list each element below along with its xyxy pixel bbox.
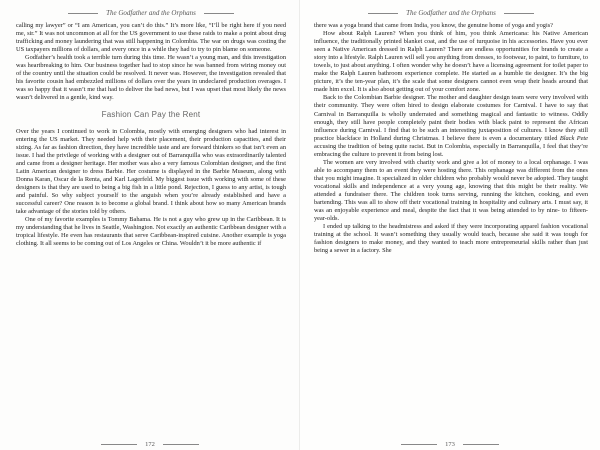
folio-rule-left: [101, 444, 137, 445]
header-rule-right: [204, 13, 234, 14]
page-number: 173: [445, 441, 455, 448]
folio-rule-right: [163, 444, 199, 445]
header-rule-left: [368, 13, 398, 14]
running-head-title: The Godfather and the Orphans: [106, 9, 196, 17]
running-head-left: [16, 8, 286, 18]
folio-rule-left: [401, 444, 437, 445]
paragraph: One of my favorite examples is Tommy Bahama. He is not a guy who grew up in the Caribbean. It is my understanding that he lives in Seattle, Washington. Not exactly an authentic Caribbean designer with a tropical lifestyle. He even has restaurants that serve Caribbean-inspired cuisine. Another example is yoga clothing. It all seems to be coming out of Los Angeles or China. Wouldn’t it be more authentic if: [16, 216, 286, 248]
paragraph: Back to the Colombian Barbie designer. The mother and daughter design team were very involved with their community. They were often hired to design elaborate costumes for Carnival. I have to say that Carnival in Barranquilla is wholly underrated and something magical and fantastic to witness. Oddly enough, they still have people completely paint their bodies with black paint to represent the African influence during Carnival. I find that to be such an interesting juxtaposition of cultures. I know they still practice blackface in Holland during Christmas. I believe there is even a documentary titled Black Pete accusing the tradition of being quite racist. But in Colombia, especially in Barranquilla, I feel that they’re embracing the culture to prevent it from being lost.: [314, 94, 588, 158]
running-head-right: [314, 8, 588, 18]
running-head-title: The Godfather and the Orphans: [406, 9, 496, 17]
header-rule-right: [504, 13, 534, 14]
page-number-left: [0, 441, 300, 448]
section-heading: Fashion Can Pay the Rent: [101, 110, 201, 120]
right-page: [300, 0, 600, 450]
documentary-title: Black Pete: [559, 134, 588, 142]
header-rule-left: [68, 13, 98, 14]
paragraph: How about Ralph Lauren? When you think of him, you think Americana: his Native American influence, the traditionally printed blanket coat, and the use of turquoise in his accessories. Have you ever seen a Native American dressed in Ralph Lauren? There are endless opportunities for brands to create a story into a lifestyle. Ralph Lauren will sell you anything from dresses, to footwear, to paint, to furniture, to towels, to just about anything. I often wonder why he doesn’t have a licensing agreement for toilet paper to make the Ralph Lauren bathroom experience complete. He started as a humble tie designer. It’s the big picture, it’s the ten-year plan, it’s the scale that some designers cannot even wrap their heads around that made him excel. It is also about getting out of your comfort zone.: [314, 30, 588, 94]
paragraph: I ended up talking to the headmistress and asked if they were incorporating apparel fashion vocational training at the school. It wasn’t something they usually would teach, because she said it was tough for fashion designers to make money, and they wanted to teach more entrepreneurial skills rather than just being a sewer in a factory. She: [314, 223, 588, 255]
paragraph: The women are very involved with charity work and give a lot of money to a local orphanage. I was able to accompany them to an event they were hosting there. This orphanage was different from the ones that you might imagine. It specialized in older children who probably would never be adopted. They taught vocational skills and independence at a very young age, knowing that this might be their reality. We attended a fundraiser there. The children took turns serving, running the kitchen, cooking, and even bartending. This was all to show off their vocational training in hospitality and culinary arts. I must say, it was an enjoyable experience and meal, despite the fact that it was being attended to by nine- to fifteen-year-olds.: [314, 158, 588, 223]
paragraph: Over the years I continued to work in Colombia, mostly with emerging designers who had interest in entering the US market. They needed help with their placement, their production capacities, and their sizing. As far as fashion direction, they have incredible taste and are forward thinkers so that isn’t even an issue. I had the privilege of working with a designer out of Barranquilla who was extraordinarily talented and came from a designer heritage. Her mother was also a very famous Colombian designer, and the first Latin American designer to dress Barbie. Her costume is displayed in the Barbie Museum, along with Donna Karan, Oscar de la Renta, and Karl Lagerfeld. My biggest issue with working with some of these designers is that they are used to being a big fish in a little pond. Rejection, I guess to any artist, is tough and painful. So why subject yourself to the anguish when you’re already established and have a successful career? One reason is to become a global brand. I think about how so many American brands take advantage of the stories told by others.: [16, 127, 286, 215]
paragraph: there was a yoga brand that came from India, you know, the genuine home of yoga and yogis?: [314, 22, 553, 29]
right-body-text: [314, 22, 588, 255]
page-number: 172: [145, 441, 155, 448]
left-body-text: [16, 22, 286, 248]
paragraph: Godfather’s health took a terrible turn during this time. He wasn’t a young man, and this investigation was heartbreaking to him. Our business together had to stop since he was banned from wiring money out of the country until the situation could be resolved. It never was. However, the investigation revealed that his favorite cousin had embezzled millions of dollars over the years in undeclared production overages. I was so happy that it wasn’t me that had to deliver the bad news, but I was upset that most likely the news wasn’t delivered in a gentle, kind way.: [16, 54, 286, 102]
paragraph: calling my lawyer” or “I am American, you can’t do this.” It’s more like, “I’ll be right here if you need me, sir.” It was not uncommon at all for the US government to use these raids to make a point about drug trafficking and money laundering that was still happening in Colombia. The war on drugs was costing the US taxpayers millions of dollars, and every once in a while they had to try to pin blame on someone.: [16, 22, 286, 54]
page-number-right: [300, 441, 600, 448]
folio-rule-right: [463, 444, 499, 445]
